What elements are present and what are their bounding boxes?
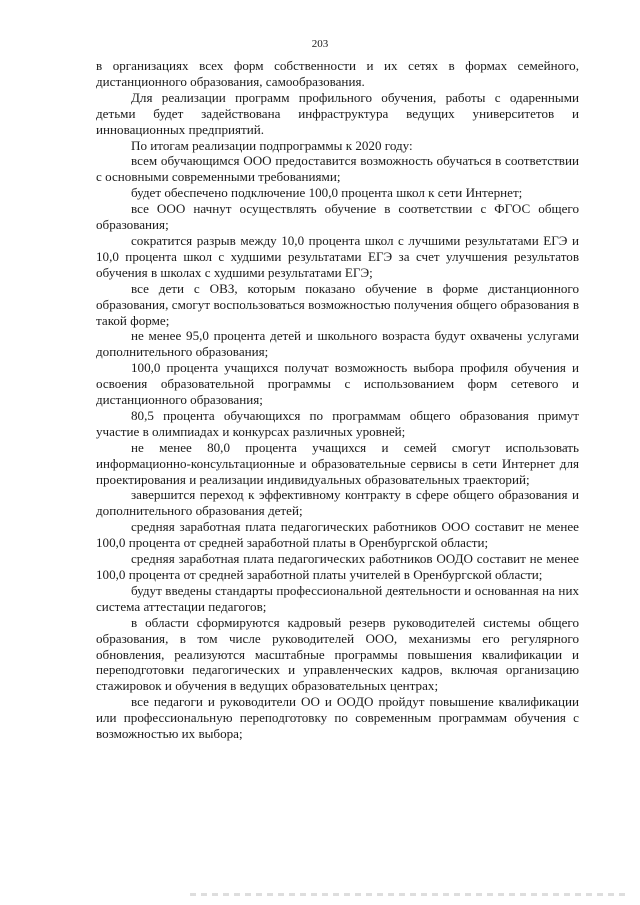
paragraph: все дети с ОВЗ, которым показано обучение в форме дистанционного образования, смогут воспользоваться возможностью получения общего образования в такой форме; bbox=[96, 280, 579, 328]
page-number: 203 bbox=[311, 38, 329, 50]
paragraph: будет обеспечено подключение 100,0 процента школ к сети Интернет; bbox=[131, 185, 523, 201]
paragraph: все ООО начнут осуществлять обучение в соответствии с ФГОС общего образования; bbox=[96, 201, 579, 233]
paragraph: 100,0 процента учащихся получат возможность выбора профиля обучения и освоения образовательной программы с использованием форм сетевого и дистанционного образования; bbox=[96, 360, 579, 408]
paragraph: завершится переход к эффективному контракту в сфере общего образования и дополнительного образования детей; bbox=[96, 487, 579, 519]
paragraph: будут введены стандарты профессиональной деятельности и основанная на них система аттестации педагогов; bbox=[96, 582, 579, 614]
paragraph: всем обучающимся ООО предоставится возможность обучаться в соответствии с основными современными требованиями; bbox=[96, 153, 579, 185]
paragraph: в области сформируются кадровый резерв руководителей системы общего образования, в том числе руководителей ООО, механизмы его регулярного обновления, реализуются масштабные программы повышения квалификации и переподготовки педагогических и управленческих кадров, включая организацию стажировок и обучения в ведущих образовательных центрах; bbox=[96, 614, 579, 694]
paragraph: сократится разрыв между 10,0 процента школ с лучшими результатами ЕГЭ и 10,0 процента школ с худшими результатами ЕГЭ за счет улучшения результатов обучения в школах с худшими результатами ЕГЭ; bbox=[96, 232, 579, 280]
paragraph: 80,5 процента обучающихся по программам общего образования примут участие в олимпиадах и конкурсах различных уровней; bbox=[96, 407, 579, 439]
paragraph: не менее 95,0 процента детей и школьного возраста будут охвачены услугами дополнительного образования; bbox=[96, 328, 579, 360]
document-body bbox=[96, 58, 579, 742]
paragraph: не менее 80,0 процента учащихся и семей смогут использовать информационно-консультационные и образовательные сервисы в сети Интернет для проектирования и реализации индивидуальных образовательных траекторий; bbox=[96, 439, 579, 487]
paragraph: средняя заработная плата педагогических работников ООДО составит не менее 100,0 процента от средней заработной платы учителей в Оренбургской области; bbox=[96, 551, 579, 582]
paragraph: средняя заработная плата педагогических работников ООО составит не менее 100,0 процента от средней заработной платы в Оренбургской области; bbox=[96, 519, 579, 551]
footer-scan-artifact bbox=[190, 893, 630, 896]
paragraph: Для реализации программ профильного обучения, работы с одаренными детьми будет задействована инфраструктура ведущих университетов и инновационных предприятий. bbox=[96, 89, 579, 137]
paragraph: По итогам реализации подпрограммы к 2020 году: bbox=[131, 137, 413, 153]
paragraph: в организациях всех форм собственности и их сетях в формах семейного, дистанционного образования, самообразования. bbox=[96, 58, 579, 89]
paragraph: все педагоги и руководители ОО и ООДО пройдут повышение квалификации или профессиональную переподготовку по современным программам обучения с возможностью их выбора; bbox=[96, 694, 579, 742]
